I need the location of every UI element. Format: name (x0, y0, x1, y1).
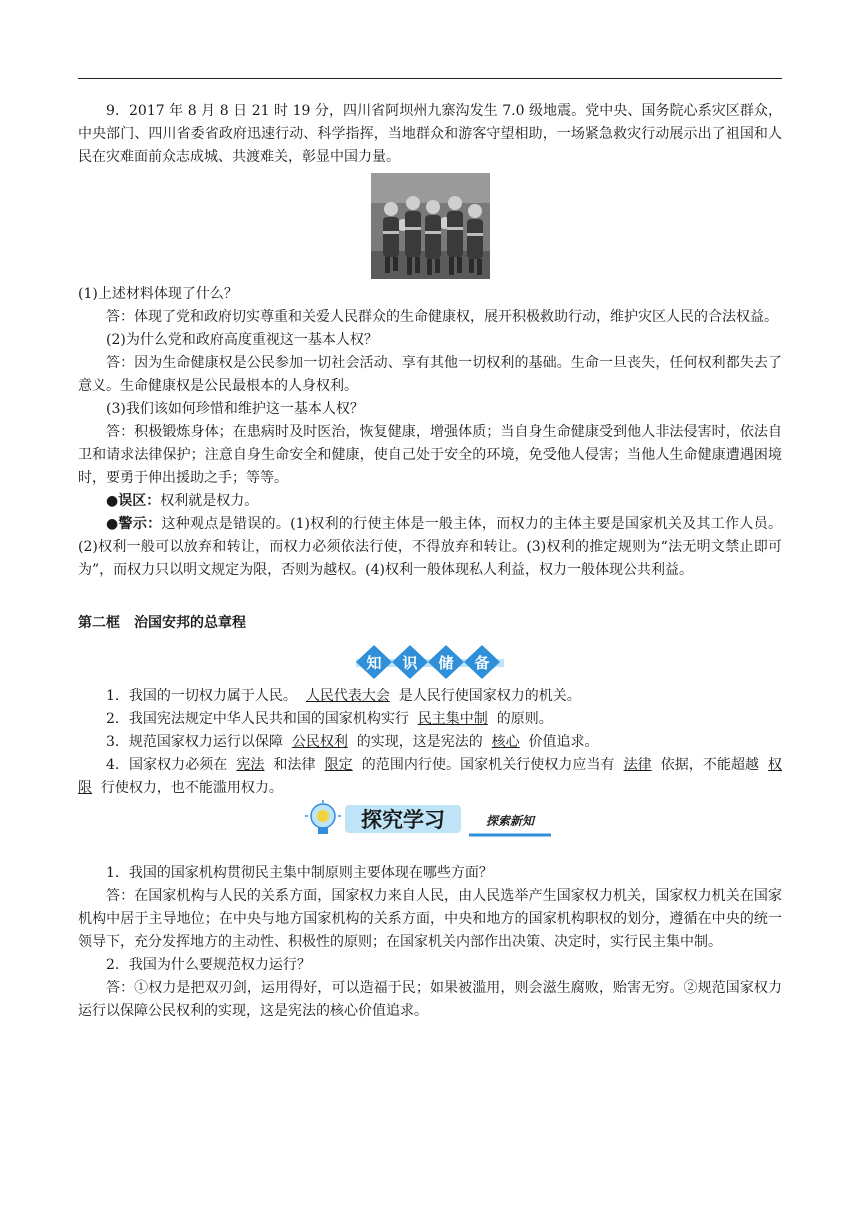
banner-char: 识 (402, 654, 418, 672)
knowledge-item-3 (78, 731, 782, 754)
banner-char: 储 (438, 654, 454, 672)
misread-text: 权利就是权力。 (160, 493, 259, 509)
q9-question-1: (1)上述材料体现了什么？ (78, 286, 238, 302)
knowledge-item-2 (78, 708, 782, 731)
explore-answer-1: 答：在国家机构与人民的关系方面，国家权力来自人民，由人民选举产生国家权力机关，国家权力机关在国家机构中居于主导地位；在中央与地方国家机构的关系方面，中央和地方的国家机构职权的划分，遵循在中央的统一领导下，充分发挥地方的主动性、积极性的原则；在国家机关内部作出决策、决定时，实行民主集中制。 (78, 888, 782, 950)
k1-text-a: 1．我国的一切权力属于人民。 (106, 688, 297, 704)
header-rule (78, 78, 782, 79)
k4-answer-2: 限定 (324, 757, 353, 773)
explore-subtitle: 探索新知 (485, 814, 535, 828)
k3-answer-2: 核心 (491, 734, 520, 750)
q9-answer-2: 答：因为生命健康权是公民参加一切社会活动、享有其他一切权利的基础。生命一旦丧失，任何权利都失去了意义。生命健康权是公民最根本的人身权利。 (78, 355, 782, 394)
explore-question-1: 1．我国的国家机构贯彻民主集中制原则主要体现在哪些方面？ (106, 865, 493, 881)
misread-note (78, 490, 782, 513)
rescue-team-photo (371, 173, 490, 279)
k4-text-e: 行使权力，也不能滥用权力。 (100, 780, 283, 796)
explore-banner (78, 800, 782, 840)
k2-answer: 民主集中制 (417, 711, 488, 727)
explore-question-2: 2．我国为什么要规范权力运行？ (106, 957, 311, 973)
banner-char: 备 (474, 654, 490, 672)
k2-text-b: 的原则。 (496, 711, 553, 727)
k3-text-b: 的实现，这是宪法的 (356, 734, 483, 750)
knowledge-banner (78, 643, 782, 681)
q9-answer-3: 答：积极锻炼身体；在患病时及时医治，恢复健康，增强体质；当自身生命健康受到他人非法侵害时，依法自卫和请求法律保护；注意自身生命安全和健康，使自己处于安全的环境，免受他人侵害；当他人生命健康遭遇困境时，要勇于伸出援助之手；等等。 (78, 424, 782, 486)
k4-answer-4: 权限 (78, 757, 783, 796)
k4-answer-3: 法律 (623, 757, 652, 773)
k3-text-c: 价值追求。 (528, 734, 599, 750)
k4-answer-1: 宪法 (236, 757, 265, 773)
misread-label: ●误区： (106, 493, 161, 509)
k1-text-b: 是人民行使国家权力的机关。 (398, 688, 581, 704)
q9-question-2: (2)为什么党和政府高度重视这一基本人权？ (106, 332, 378, 348)
page-content (78, 100, 782, 1023)
k3-answer-1: 公民权利 (291, 734, 348, 750)
k3-text-a: 3．规范国家权力运行以保障 (106, 734, 283, 750)
knowledge-item-1 (78, 685, 782, 708)
k4-text-c: 的范围内行使。国家机关行使权力应当有 (361, 757, 615, 773)
k2-text-a: 2．我国宪法规定中华人民共和国的国家机构实行 (106, 711, 409, 727)
warning-text: 这种观点是错误的。(1)权利的行使主体是一般主体，而权力的主体主要是国家机关及其工作人员。(2)权利一般可以放弃和转让，而权力必须依法行使，不得放弃和转让。(3)权利的推定规则为“法无明文禁止即可为”，而权力只以明文规定为限，否则为越权。(4)权利一般体现私人利益，权力一般体现公共利益。 (78, 516, 782, 578)
k4-text-a: 4．国家权力必须在 (106, 757, 228, 773)
warning-label: ●警示： (106, 516, 162, 532)
lightbulb-icon (305, 800, 341, 834)
explore-title: 探究学习 (361, 808, 445, 832)
banner-char: 知 (366, 654, 382, 672)
k4-text-d: 依据，不能超越 (660, 757, 760, 773)
q9-question-3: (3)我们该如何珍惜和维护这一基本人权？ (106, 401, 364, 417)
q9-answer-1: 答：体现了党和政府切实尊重和关爱人民群众的生命健康权，展开积极救助行动，维护灾区人民的合法权益。 (106, 309, 778, 325)
k1-answer: 人民代表大会 (305, 688, 390, 704)
warning-note (78, 513, 782, 582)
q9-intro: 9．2017 年 8 月 8 日 21 时 19 分，四川省阿坝州九寨沟发生 7.0 级地震。党中央、国务院心系灾区群众，中央部门、四川省委省政府迅速行动、科学指挥，当地群众和游客守望相助，一场紧急救灾行动展示出了祖国和人民在灾难面前众志成城、共渡难关，彰显中国力量。 (78, 103, 782, 165)
section-title: 第二框 治国安邦的总章程 (78, 615, 246, 631)
photo-container (78, 173, 782, 279)
knowledge-item-4 (78, 754, 782, 800)
k4-text-b: 和法律 (273, 757, 316, 773)
explore-answer-2: 答：①权力是把双刃剑，运用得好，可以造福于民；如果被滥用，则会滋生腐败，贻害无穷。②规范国家权力运行以保障公民权利的实现，这是宪法的核心价值追求。 (78, 980, 782, 1019)
